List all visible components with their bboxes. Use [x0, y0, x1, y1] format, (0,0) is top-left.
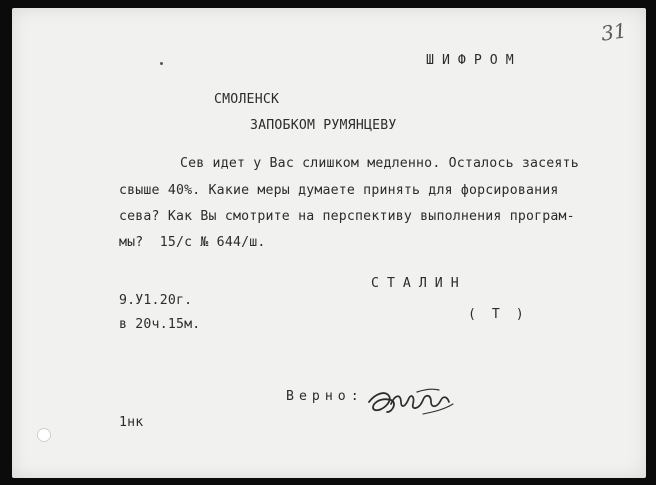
cipher-header: ШИФРОМ [426, 53, 522, 68]
dispatch-date: 9.У1.20г. [119, 293, 193, 308]
dispatch-time: в 20ч.15м. [119, 317, 201, 332]
footer-code: 1нк [119, 415, 144, 430]
message-line-1: Сев идет у Вас слишком медленно. Осталось засеять [180, 156, 579, 171]
sender-signature: СТАЛИН [371, 276, 467, 291]
certification-label: Верно: [286, 389, 364, 404]
handwritten-signature [367, 384, 457, 425]
message-line-3: сева? Как Вы смотрите на перспективу выполнения програм- [119, 209, 575, 224]
recipient: ЗАПОБКОМ РУМЯНЦЕВУ [250, 118, 397, 133]
message-line-2: свыше 40%. Какие меры думаете принять для форсирования [119, 183, 559, 198]
handwritten-signature-icon [367, 384, 457, 420]
message-line-4: мы? 15/с № 644/ш. [119, 235, 266, 250]
sender-mark: ( Т ) [468, 307, 528, 322]
page-number: 31 [599, 18, 628, 46]
destination-city: СМОЛЕНСК [214, 92, 280, 107]
paper-sheet [12, 8, 646, 478]
ink-dot [160, 62, 163, 65]
punch-hole [37, 428, 51, 442]
